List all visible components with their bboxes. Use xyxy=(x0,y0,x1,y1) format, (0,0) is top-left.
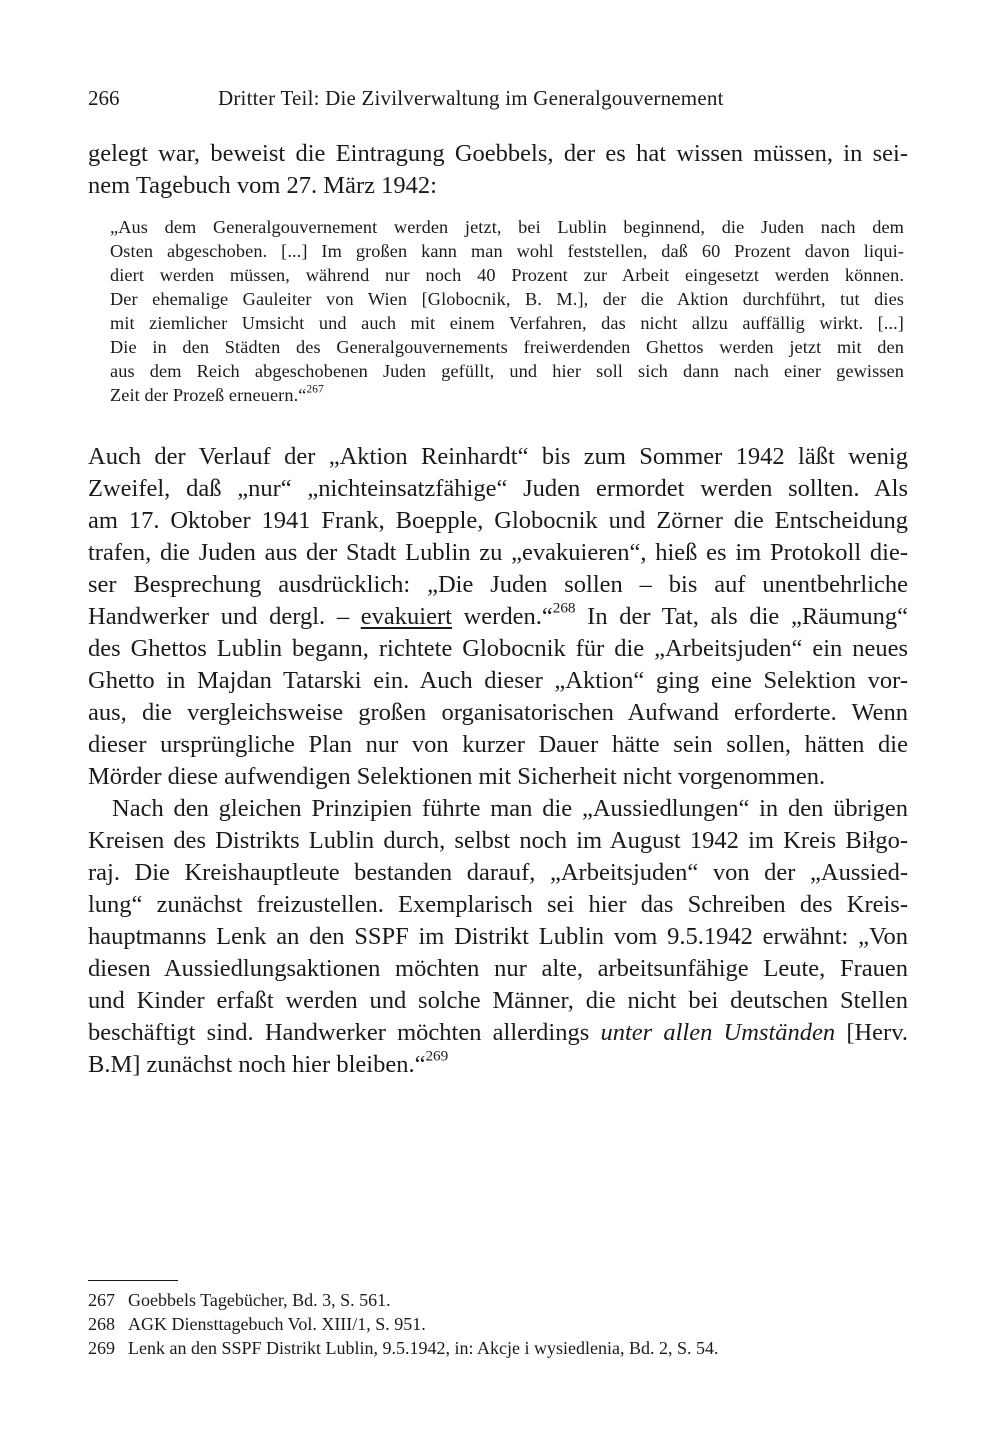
quote-line: aus dem Reich abgeschobenen Juden gefüllt, und hier soll sich dann nach einer gewissen xyxy=(110,361,904,381)
footnote-text: AGK Diensttagebuch Vol. XIII/1, S. 951. xyxy=(128,1314,426,1334)
paragraph-line: aus, die vergleichsweise großen organisatorischen Aufwand erforderte. Wenn xyxy=(88,699,908,726)
paragraph-line: des Ghettos Lublin begann, richtete Globocnik für die „Arbeitsjuden“ ein neues xyxy=(88,635,908,662)
quote-line: mit ziemlicher Umsicht und auch mit einem Verfahren, das nicht allzu auffällig wirkt. [...] xyxy=(110,313,904,333)
line-text: Handwerker und dergl. – xyxy=(88,603,361,630)
footnote-text: Lenk an den SSPF Distrikt Lublin, 9.5.1942, in: Akcje i wysiedlenia, Bd. 2, S. 54. xyxy=(128,1338,719,1358)
paragraph-line: dieser ursprüngliche Plan nur von kurzer Dauer hätte sein sollen, hätten die xyxy=(88,731,908,758)
footnote-ref: 269 xyxy=(425,1047,449,1065)
italic-text: unter allen Umständen xyxy=(600,1019,836,1046)
quote-line: Osten abgeschoben. [...] Im großen kann man wohl feststellen, daß 60 Prozent davon liqui- xyxy=(110,241,904,261)
paragraph-line: ser Besprechung ausdrücklich: „Die Juden sollen – bis auf unentbehrliche xyxy=(88,571,908,598)
paragraph-line: trafen, die Juden aus der Stadt Lublin zu „evakuieren“, hieß es im Protokoll die- xyxy=(88,539,908,566)
underlined-text: evakuiert xyxy=(360,603,452,630)
quote-line xyxy=(110,383,324,407)
paragraph-line: Nach den gleichen Prinzipien führte man die „Aussiedlungen“ in den übrigen xyxy=(112,795,908,822)
quote-line: „Aus dem Generalgouvernement werden jetzt, bei Lublin beginnend, die Juden nach dem xyxy=(110,217,904,237)
paragraph-line: diesen Aussiedlungsaktionen möchten nur alte, arbeitsunfähige Leute, Frauen xyxy=(88,955,908,982)
footnote xyxy=(88,1288,391,1312)
footnote-number: 269 xyxy=(88,1338,115,1358)
paragraph-line: am 17. Oktober 1941 Frank, Boepple, Globocnik und Zörner die Entscheidung xyxy=(88,507,908,534)
footnote-ref: 267 xyxy=(306,383,324,396)
paragraph-line: Ghetto in Majdan Tatarski ein. Auch dieser „Aktion“ ging eine Selektion vor- xyxy=(88,667,908,694)
paragraph-line: raj. Die Kreishauptleute bestanden darauf, „Arbeitsjuden“ von der „Aussied- xyxy=(88,859,908,886)
paragraph-line: und Kinder erfaßt werden und solche Männer, die nicht bei deutschen Stellen xyxy=(88,987,908,1014)
paragraph-line xyxy=(88,1017,908,1049)
footnote-number: 267 xyxy=(88,1290,115,1310)
quote-line: Die in den Städten des Generalgouvernements freiwerdenden Ghettos werden jetzt mit den xyxy=(110,337,904,357)
line-text: [Herv. xyxy=(835,1019,908,1046)
line-text: B.M] zunächst noch hier bleiben.“ xyxy=(88,1051,426,1078)
page-number: 266 xyxy=(88,86,120,110)
quote-last-text: Zeit der Prozeß erneuern.“ xyxy=(110,385,307,405)
intro-line: nem Tagebuch vom 27. März 1942: xyxy=(88,172,437,199)
footnote xyxy=(88,1336,718,1360)
footnote-text: Goebbels Tagebücher, Bd. 3, S. 561. xyxy=(128,1290,391,1310)
footnote-rule xyxy=(88,1280,178,1281)
footnote xyxy=(88,1312,426,1336)
line-text: In der Tat, als die „Räumung“ xyxy=(575,603,908,630)
paragraph-line: Mörder diese aufwendigen Selektionen mit Sicherheit nicht vorgenommen. xyxy=(88,763,826,790)
footnote-ref: 268 xyxy=(552,599,576,617)
page-header xyxy=(88,78,908,118)
paragraph-line: Kreisen des Distrikts Lublin durch, selbst noch im August 1942 im Kreis Biłgo- xyxy=(88,827,908,854)
paragraph-line xyxy=(88,601,908,633)
footnote-number: 268 xyxy=(88,1314,115,1334)
quote-line: Der ehemalige Gauleiter von Wien [Globocnik, B. M.], der die Aktion durchführt, tut dies xyxy=(110,289,904,309)
paragraph-line: hauptmanns Lenk an den SSPF im Distrikt Lublin vom 9.5.1942 erwähnt: „Von xyxy=(88,923,908,950)
quote-line: diert werden müssen, während nur noch 40 Prozent zur Arbeit eingesetzt werden können. xyxy=(110,265,904,285)
intro-line: gelegt war, beweist die Eintragung Goebbels, der es hat wissen müssen, in sei- xyxy=(88,140,908,167)
line-text: beschäftigt sind. Handwerker möchten allerdings xyxy=(88,1019,601,1046)
line-text: werden.“ xyxy=(451,603,553,630)
paragraph-line: Auch der Verlauf der „Aktion Reinhardt“ bis zum Sommer 1942 läßt wenig xyxy=(88,443,908,470)
paragraph-line: lung“ zunächst freizustellen. Exemplarisch sei hier das Schreiben des Kreis- xyxy=(88,891,908,918)
paragraph-line xyxy=(88,1049,448,1081)
paragraph-line: Zweifel, daß „nur“ „nichteinsatzfähige“ Juden ermordet werden sollten. Als xyxy=(88,475,908,502)
running-head: Dritter Teil: Die Zivilverwaltung im Generalgouvernement xyxy=(218,86,724,110)
